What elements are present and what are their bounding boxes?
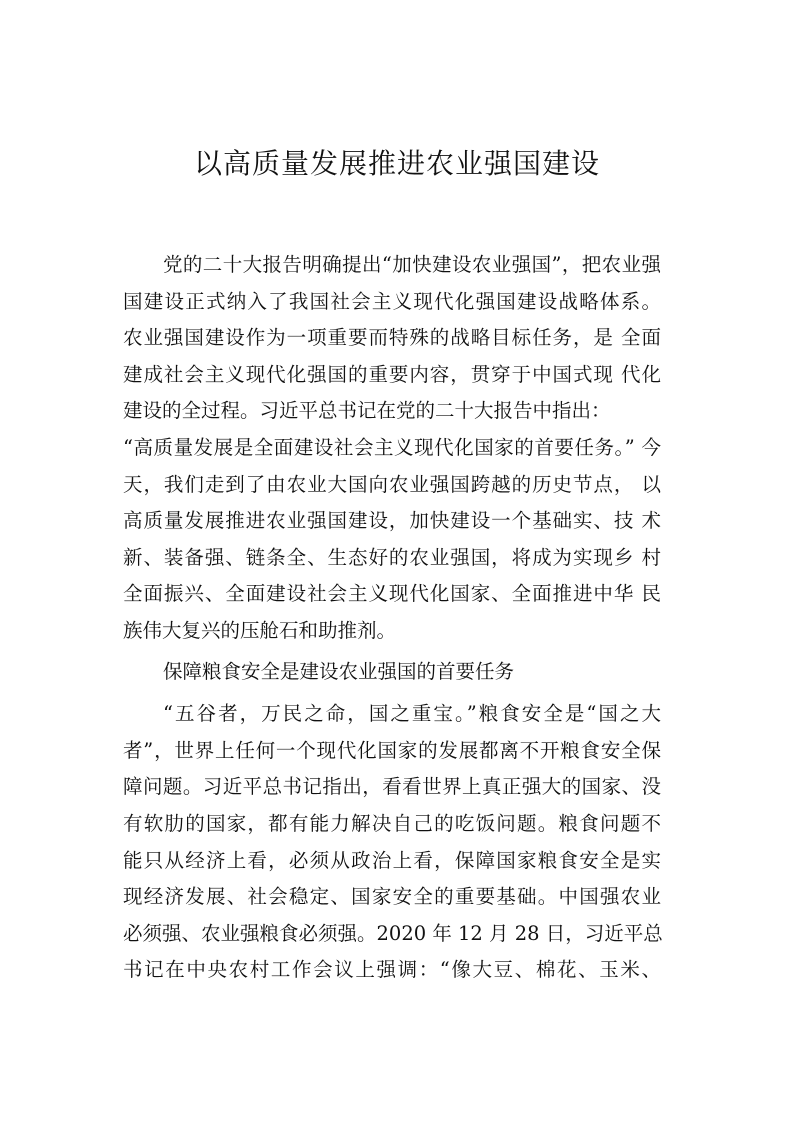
text-line: “五谷者，万民之命，国之重宝。”粮食安全是“国之大 [163,702,661,726]
text-line: 建成社会主义现代化强国的重要内容，贯穿于中国式现 代化 [123,362,661,386]
document-body [123,247,661,989]
section-heading: 保障粮食安全是建设农业强国的首要任务 [163,659,515,683]
text-line: 有软肋的国家，都有能力解决自己的吃饭问题。粮食问题不 [123,811,661,835]
text-line: 必须强、农业强粮食必须强。2020 年 12 月 28 日，习近平总 [123,921,663,945]
text-line: 高质量发展推进农业强国建设，加快建设一个基础实、技 术 [123,509,661,533]
text-line: 现经济发展、社会稳定、国家安全的重要基础。中国强农业 [123,885,661,909]
text-line: 农业强国建设作为一项重要而特殊的战略目标任务，是 全面 [123,326,661,350]
text-line: 者”，世界上任何一个现代化国家的发展都离不开粮食安全保 [123,738,661,762]
text-line: 全面振兴、全面建设社会主义现代化国家、全面推进中华 民 [123,582,661,606]
document-title: 以高质量发展推进农业强国建设 [193,147,600,180]
text-line: 新、装备强、链条全、生态好的农业强国，将成为实现乡 村 [123,545,661,569]
text-line: 书记在中央农村工作会议上强调：“像大豆、棉花、玉米、 [123,958,661,982]
paragraph-intro [123,247,661,650]
text-line: 党的二十大报告明确提出“加快建设农业强国”，把农业强 [163,253,661,276]
paragraph-food-security [123,696,661,989]
text-line: 建设的全过程。习近平总书记在党的二十大报告中指出： [123,399,611,423]
text-line: 族伟大复兴的压舱石和助推剂。 [123,618,397,642]
text-line: 国建设正式纳入了我国社会主义现代化强国建设战略体系。 [123,289,661,313]
text-line: 能只从经济上看，必须从政治上看，保障国家粮食安全是实 [123,848,661,872]
text-line: 障问题。习近平总书记指出，看看世界上真正强大的国家、没 [123,775,661,799]
text-line: “高质量发展是全面建设社会主义现代化国家的首要任务。” 今 [123,435,661,459]
text-line: 天，我们走到了由农业大国向农业强国跨越的历史节点， 以 [123,472,661,496]
